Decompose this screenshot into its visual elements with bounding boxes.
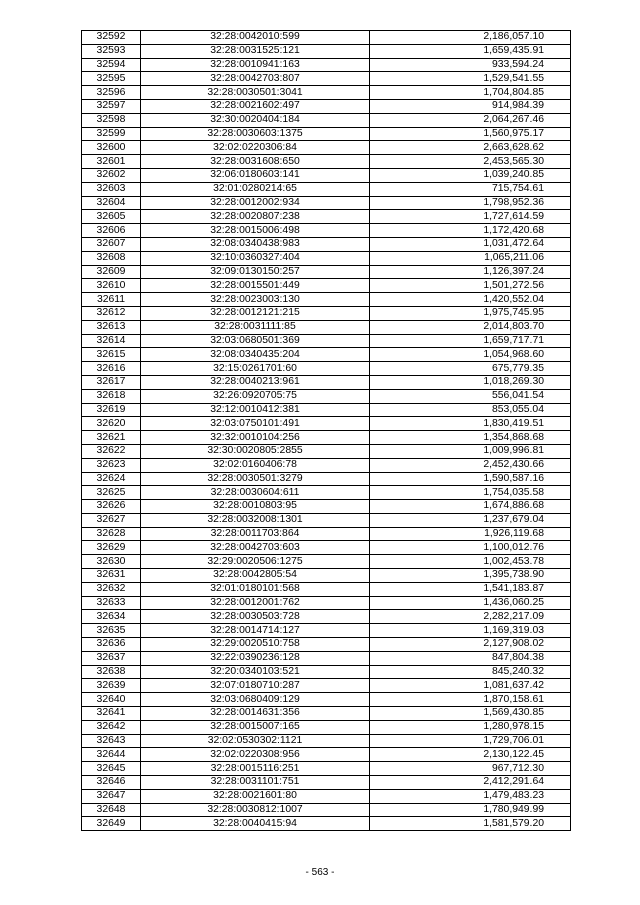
row-number-cell: 32640 <box>82 693 141 707</box>
cadastral-number-cell: 32:08:0340438:983 <box>141 237 370 251</box>
row-number-cell: 32644 <box>82 748 141 762</box>
row-number-cell: 32607 <box>82 237 141 251</box>
table-row <box>82 486 571 500</box>
value-cell: 2,412,291.64 <box>370 776 571 790</box>
value-cell: 1,569,430.85 <box>370 707 571 721</box>
row-number-cell: 32605 <box>82 210 141 224</box>
table-row <box>82 693 571 707</box>
value-cell: 1,031,472.64 <box>370 237 571 251</box>
table-row <box>82 665 571 679</box>
table-row <box>82 444 571 458</box>
value-cell: 845,240.32 <box>370 665 571 679</box>
table-row <box>82 306 571 320</box>
table-row <box>82 265 571 279</box>
table-body <box>82 31 571 831</box>
cadastral-number-cell: 32:28:0012002:934 <box>141 196 370 210</box>
table-row <box>82 582 571 596</box>
row-number-cell: 32596 <box>82 86 141 100</box>
value-cell: 2,453,565.30 <box>370 155 571 169</box>
row-number-cell: 32610 <box>82 279 141 293</box>
row-number-cell: 32623 <box>82 458 141 472</box>
cadastral-number-cell: 32:28:0042010:599 <box>141 31 370 45</box>
value-cell: 715,754.61 <box>370 182 571 196</box>
table-row <box>82 651 571 665</box>
row-number-cell: 32630 <box>82 555 141 569</box>
cadastral-number-cell: 32:28:0030503:728 <box>141 610 370 624</box>
table-row <box>82 141 571 155</box>
table-row <box>82 113 571 127</box>
table-row <box>82 720 571 734</box>
page-number: - 563 - <box>305 867 335 878</box>
cadastral-number-cell: 32:28:0031525:121 <box>141 44 370 58</box>
cadastral-number-cell: 32:03:0680501:369 <box>141 334 370 348</box>
row-number-cell: 32639 <box>82 679 141 693</box>
table-row <box>82 196 571 210</box>
value-cell: 1,100,012.76 <box>370 541 571 555</box>
cadastral-value-table <box>81 30 571 831</box>
cadastral-number-cell: 32:28:0030812:1007 <box>141 803 370 817</box>
value-cell: 2,064,267.46 <box>370 113 571 127</box>
value-cell: 1,926,119.68 <box>370 527 571 541</box>
row-number-cell: 32649 <box>82 817 141 831</box>
table-row <box>82 334 571 348</box>
cadastral-number-cell: 32:02:0220306:84 <box>141 141 370 155</box>
table-row <box>82 624 571 638</box>
row-number-cell: 32637 <box>82 651 141 665</box>
cadastral-number-cell: 32:03:0680409:129 <box>141 693 370 707</box>
row-number-cell: 32626 <box>82 500 141 514</box>
row-number-cell: 32592 <box>82 31 141 45</box>
row-number-cell: 32602 <box>82 168 141 182</box>
table-row <box>82 803 571 817</box>
cadastral-number-cell: 32:28:0021601:80 <box>141 789 370 803</box>
table-row <box>82 237 571 251</box>
table-row <box>82 748 571 762</box>
row-number-cell: 32618 <box>82 389 141 403</box>
row-number-cell: 32632 <box>82 582 141 596</box>
value-cell: 1,501,272.56 <box>370 279 571 293</box>
value-cell: 2,186,057.10 <box>370 31 571 45</box>
cadastral-number-cell: 32:12:0010412:381 <box>141 403 370 417</box>
cadastral-number-cell: 32:28:0015116:251 <box>141 762 370 776</box>
table-row <box>82 168 571 182</box>
cadastral-number-cell: 32:10:0360327:404 <box>141 251 370 265</box>
row-number-cell: 32628 <box>82 527 141 541</box>
row-number-cell: 32620 <box>82 417 141 431</box>
row-number-cell: 32601 <box>82 155 141 169</box>
value-cell: 1,529,541.55 <box>370 72 571 86</box>
cadastral-number-cell: 32:32:0010104:256 <box>141 431 370 445</box>
cadastral-number-cell: 32:28:0010941:163 <box>141 58 370 72</box>
value-cell: 2,282,217.09 <box>370 610 571 624</box>
cadastral-number-cell: 32:15:0261701:60 <box>141 362 370 376</box>
row-number-cell: 32594 <box>82 58 141 72</box>
cadastral-number-cell: 32:03:0750101:491 <box>141 417 370 431</box>
value-cell: 1,126,397.24 <box>370 265 571 279</box>
cadastral-number-cell: 32:09:0130150:257 <box>141 265 370 279</box>
value-cell: 853,055.04 <box>370 403 571 417</box>
table-row <box>82 127 571 141</box>
cadastral-number-cell: 32:28:0040415:94 <box>141 817 370 831</box>
table-row <box>82 58 571 72</box>
value-cell: 847,804.38 <box>370 651 571 665</box>
table-row <box>82 251 571 265</box>
row-number-cell: 32633 <box>82 596 141 610</box>
row-number-cell: 32615 <box>82 348 141 362</box>
cadastral-number-cell: 32:28:0012121:215 <box>141 306 370 320</box>
cadastral-number-cell: 32:20:0340103:521 <box>141 665 370 679</box>
value-cell: 1,065,211.06 <box>370 251 571 265</box>
row-number-cell: 32645 <box>82 762 141 776</box>
table-row <box>82 596 571 610</box>
table-row <box>82 555 571 569</box>
value-cell: 2,127,908.02 <box>370 638 571 652</box>
cadastral-number-cell: 32:28:0015501:449 <box>141 279 370 293</box>
table-row <box>82 472 571 486</box>
value-cell: 1,659,717.71 <box>370 334 571 348</box>
row-number-cell: 32624 <box>82 472 141 486</box>
value-cell: 1,830,419.51 <box>370 417 571 431</box>
value-cell: 967,712.30 <box>370 762 571 776</box>
cadastral-number-cell: 32:28:0014631:356 <box>141 707 370 721</box>
cadastral-number-cell: 32:28:0012001:762 <box>141 596 370 610</box>
row-number-cell: 32593 <box>82 44 141 58</box>
value-cell: 1,172,420.68 <box>370 224 571 238</box>
row-number-cell: 32647 <box>82 789 141 803</box>
row-number-cell: 32635 <box>82 624 141 638</box>
table-row <box>82 375 571 389</box>
cadastral-number-cell: 32:22:0390236:128 <box>141 651 370 665</box>
table-row <box>82 210 571 224</box>
cadastral-number-cell: 32:28:0040213:961 <box>141 375 370 389</box>
table-row <box>82 500 571 514</box>
cadastral-number-cell: 32:28:0020807:238 <box>141 210 370 224</box>
value-cell: 1,870,158.61 <box>370 693 571 707</box>
row-number-cell: 32625 <box>82 486 141 500</box>
table-row <box>82 789 571 803</box>
value-cell: 1,479,483.23 <box>370 789 571 803</box>
table-row <box>82 513 571 527</box>
row-number-cell: 32611 <box>82 293 141 307</box>
value-cell: 1,237,679.04 <box>370 513 571 527</box>
row-number-cell: 32638 <box>82 665 141 679</box>
value-cell: 1,798,952.36 <box>370 196 571 210</box>
cadastral-number-cell: 32:28:0042805:54 <box>141 569 370 583</box>
table-row <box>82 541 571 555</box>
value-cell: 2,014,803.70 <box>370 320 571 334</box>
value-cell: 675,779.35 <box>370 362 571 376</box>
value-cell: 1,002,453.78 <box>370 555 571 569</box>
cadastral-number-cell: 32:28:0010803:95 <box>141 500 370 514</box>
value-cell: 1,420,552.04 <box>370 293 571 307</box>
value-cell: 1,018,269.30 <box>370 375 571 389</box>
cadastral-number-cell: 32:30:0020805:2855 <box>141 444 370 458</box>
cadastral-number-cell: 32:28:0030604:611 <box>141 486 370 500</box>
value-cell: 1,169,319.03 <box>370 624 571 638</box>
value-cell: 556,041.54 <box>370 389 571 403</box>
value-cell: 1,039,240.85 <box>370 168 571 182</box>
table-row <box>82 320 571 334</box>
cadastral-number-cell: 32:28:0015007:165 <box>141 720 370 734</box>
value-cell: 1,754,035.58 <box>370 486 571 500</box>
value-cell: 933,594.24 <box>370 58 571 72</box>
table-row <box>82 362 571 376</box>
value-cell: 2,130,122.45 <box>370 748 571 762</box>
value-cell: 1,780,949.99 <box>370 803 571 817</box>
row-number-cell: 32612 <box>82 306 141 320</box>
table-row <box>82 279 571 293</box>
table-row <box>82 86 571 100</box>
cadastral-number-cell: 32:29:0020506:1275 <box>141 555 370 569</box>
cadastral-number-cell: 32:02:0220308:956 <box>141 748 370 762</box>
row-number-cell: 32621 <box>82 431 141 445</box>
table-row <box>82 431 571 445</box>
value-cell: 1,581,579.20 <box>370 817 571 831</box>
cadastral-number-cell: 32:28:0042703:603 <box>141 541 370 555</box>
row-number-cell: 32609 <box>82 265 141 279</box>
value-cell: 1,054,968.60 <box>370 348 571 362</box>
cadastral-number-cell: 32:28:0021602:497 <box>141 99 370 113</box>
row-number-cell: 32622 <box>82 444 141 458</box>
cadastral-number-cell: 32:28:0032008:1301 <box>141 513 370 527</box>
cadastral-number-cell: 32:01:0280214:65 <box>141 182 370 196</box>
table-row <box>82 707 571 721</box>
cadastral-number-cell: 32:28:0011703:864 <box>141 527 370 541</box>
value-cell: 914,984.39 <box>370 99 571 113</box>
value-cell: 1,354,868.68 <box>370 431 571 445</box>
table-row <box>82 458 571 472</box>
row-number-cell: 32636 <box>82 638 141 652</box>
table-row <box>82 817 571 831</box>
row-number-cell: 32603 <box>82 182 141 196</box>
row-number-cell: 32634 <box>82 610 141 624</box>
value-cell: 1,395,738.90 <box>370 569 571 583</box>
value-cell: 1,729,706.01 <box>370 734 571 748</box>
table-row <box>82 389 571 403</box>
cadastral-number-cell: 32:28:0030501:3279 <box>141 472 370 486</box>
table-row <box>82 99 571 113</box>
cadastral-number-cell: 32:26:0920705:75 <box>141 389 370 403</box>
table-row <box>82 638 571 652</box>
row-number-cell: 32595 <box>82 72 141 86</box>
row-number-cell: 32619 <box>82 403 141 417</box>
row-number-cell: 32600 <box>82 141 141 155</box>
cadastral-number-cell: 32:30:0020404:184 <box>141 113 370 127</box>
table-row <box>82 679 571 693</box>
table-row <box>82 527 571 541</box>
row-number-cell: 32643 <box>82 734 141 748</box>
row-number-cell: 32642 <box>82 720 141 734</box>
value-cell: 1,560,975.17 <box>370 127 571 141</box>
cadastral-number-cell: 32:28:0015006:498 <box>141 224 370 238</box>
cadastral-number-cell: 32:29:0020510:758 <box>141 638 370 652</box>
value-cell: 1,590,587.16 <box>370 472 571 486</box>
cadastral-number-cell: 32:06:0180603:141 <box>141 168 370 182</box>
row-number-cell: 32597 <box>82 99 141 113</box>
table-row <box>82 569 571 583</box>
row-number-cell: 32617 <box>82 375 141 389</box>
table-row <box>82 762 571 776</box>
cadastral-number-cell: 32:28:0023003:130 <box>141 293 370 307</box>
table-row <box>82 403 571 417</box>
cadastral-number-cell: 32:02:0160406:78 <box>141 458 370 472</box>
table-row <box>82 348 571 362</box>
cadastral-number-cell: 32:08:0340435:204 <box>141 348 370 362</box>
table-row <box>82 72 571 86</box>
value-cell: 1,541,183.87 <box>370 582 571 596</box>
table-row <box>82 44 571 58</box>
row-number-cell: 32616 <box>82 362 141 376</box>
row-number-cell: 32641 <box>82 707 141 721</box>
cadastral-number-cell: 32:28:0042703:807 <box>141 72 370 86</box>
row-number-cell: 32613 <box>82 320 141 334</box>
cadastral-number-cell: 32:07:0180710:287 <box>141 679 370 693</box>
row-number-cell: 32648 <box>82 803 141 817</box>
cadastral-number-cell: 32:28:0030603:1375 <box>141 127 370 141</box>
value-cell: 1,704,804.85 <box>370 86 571 100</box>
value-cell: 1,727,614.59 <box>370 210 571 224</box>
row-number-cell: 32646 <box>82 776 141 790</box>
value-cell: 1,674,886.68 <box>370 500 571 514</box>
table-row <box>82 417 571 431</box>
value-cell: 1,009,996.81 <box>370 444 571 458</box>
row-number-cell: 32631 <box>82 569 141 583</box>
row-number-cell: 32598 <box>82 113 141 127</box>
cadastral-number-cell: 32:28:0031111:85 <box>141 320 370 334</box>
table-row <box>82 155 571 169</box>
cadastral-number-cell: 32:28:0030501:3041 <box>141 86 370 100</box>
value-cell: 1,081,637.42 <box>370 679 571 693</box>
cadastral-number-cell: 32:28:0014714:127 <box>141 624 370 638</box>
value-cell: 1,975,745.95 <box>370 306 571 320</box>
row-number-cell: 32629 <box>82 541 141 555</box>
value-cell: 1,659,435.91 <box>370 44 571 58</box>
row-number-cell: 32604 <box>82 196 141 210</box>
value-cell: 1,436,060.25 <box>370 596 571 610</box>
value-cell: 2,663,628.62 <box>370 141 571 155</box>
table-row <box>82 776 571 790</box>
row-number-cell: 32614 <box>82 334 141 348</box>
table-row <box>82 31 571 45</box>
row-number-cell: 32599 <box>82 127 141 141</box>
cadastral-number-cell: 32:28:0031608:650 <box>141 155 370 169</box>
table-row <box>82 182 571 196</box>
cadastral-number-cell: 32:28:0031101:751 <box>141 776 370 790</box>
value-cell: 1,280,978.15 <box>370 720 571 734</box>
table-row <box>82 610 571 624</box>
value-cell: 2,452,430.66 <box>370 458 571 472</box>
table-row <box>82 224 571 238</box>
cadastral-number-cell: 32:02:0530302:1121 <box>141 734 370 748</box>
cadastral-number-cell: 32:01:0180101:568 <box>141 582 370 596</box>
row-number-cell: 32608 <box>82 251 141 265</box>
table-row <box>82 734 571 748</box>
table-row <box>82 293 571 307</box>
row-number-cell: 32606 <box>82 224 141 238</box>
row-number-cell: 32627 <box>82 513 141 527</box>
